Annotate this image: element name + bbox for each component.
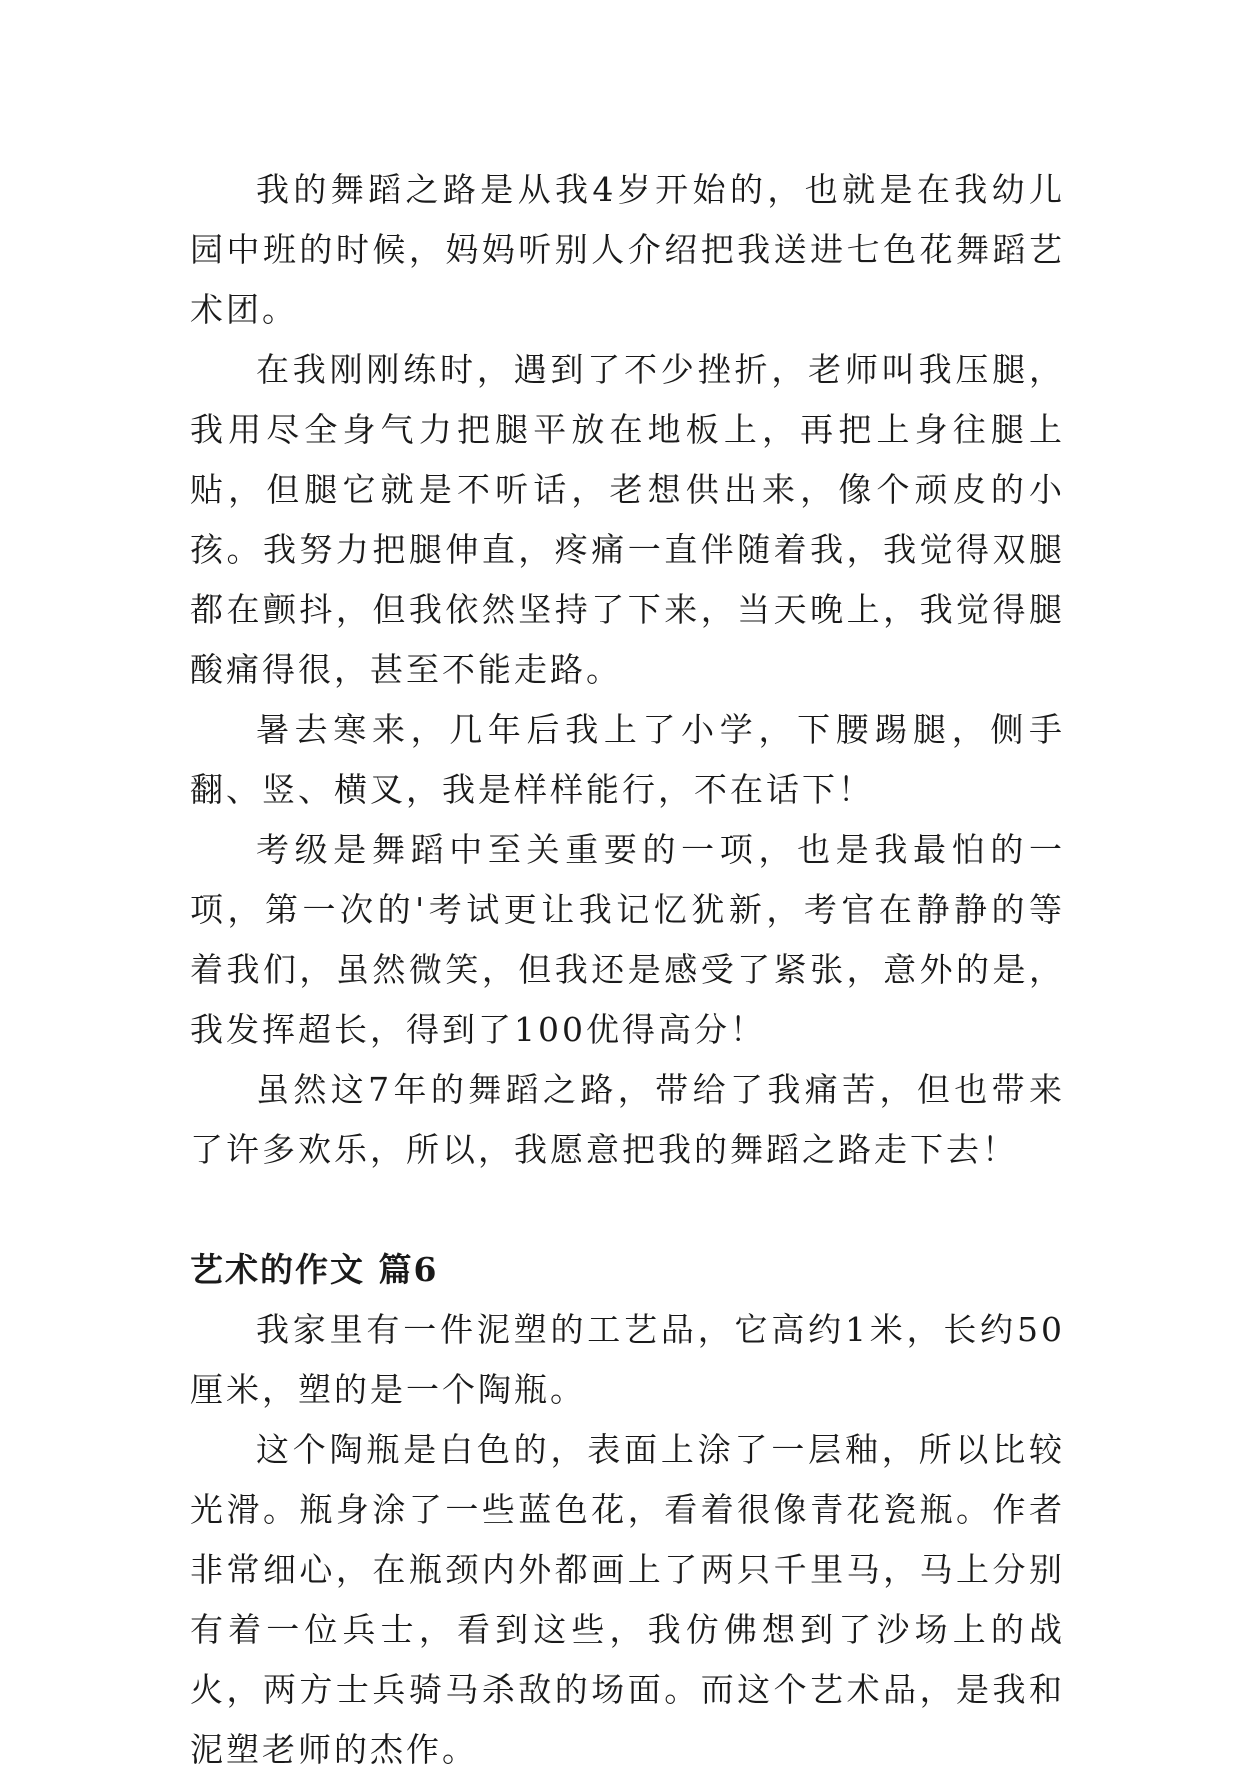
paragraph: 考级是舞蹈中至关重要的一项，也是我最怕的一项，第一次的'考试更让我记忆犹新，考官在静静的等着我们，虽然微笑，但我还是感受了紧张，意外的是，我发挥超长，得到了100优得高分！: [190, 830, 1065, 1049]
paragraph: 在我刚刚练时，遇到了不少挫折，老师叫我压腿，我用尽全身气力把腿平放在地板上，再把上身往腿上贴，但腿它就是不听话，老想供出来，像个顽皮的小孩。我努力把腿伸直，疼痛一直伴随着我，我觉得双腿都在颤抖，但我依然坚持了下来，当天晚上，我觉得腿酸痛得很，甚至不能走路。: [190, 350, 1065, 689]
document-body: [190, 160, 1065, 1780]
paragraph: 暑去寒来，几年后我上了小学，下腰踢腿，侧手翻、竖、横叉，我是样样能行，不在话下！: [190, 710, 1065, 809]
paragraph: 我的舞蹈之路是从我4岁开始的，也就是在我幼儿园中班的时候，妈妈听别人介绍把我送进七色花舞蹈艺术团。: [190, 170, 1065, 329]
paragraph: 我家里有一件泥塑的工艺品，它高约1米，长约50厘米，塑的是一个陶瓶。: [190, 1310, 1065, 1409]
section-gap: [190, 1180, 1065, 1240]
paragraph: 这个陶瓶是白色的，表面上涂了一层釉，所以比较光滑。瓶身涂了一些蓝色花，看着很像青花瓷瓶。作者非常细心，在瓶颈内外都画上了两只千里马，马上分别有着一位兵士，看到这些，我仿佛想到了沙场上的战火，两方士兵骑马杀敌的场面。而这个艺术品，是我和泥塑老师的杰作。: [190, 1430, 1065, 1769]
section-heading: 艺术的作文 篇6: [190, 1250, 439, 1289]
paragraph: 虽然这7年的舞蹈之路，带给了我痛苦，但也带来了许多欢乐，所以，我愿意把我的舞蹈之路走下去！: [190, 1070, 1065, 1169]
